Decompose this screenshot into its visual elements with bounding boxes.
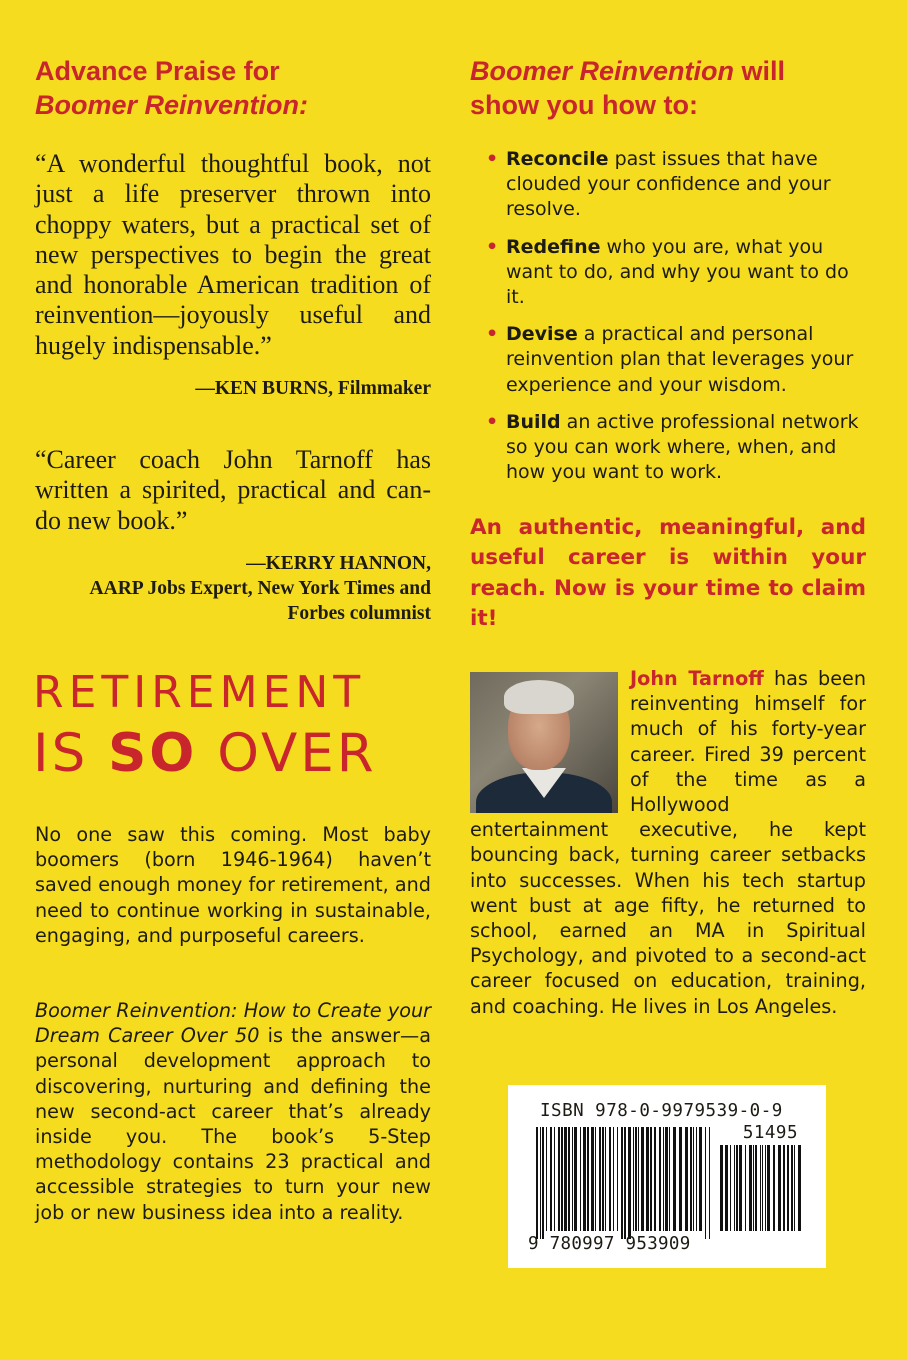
barcode-bar [635,1127,637,1231]
benefits-heading-line2: show you how to: [470,90,698,120]
quote-attribution-ken-burns: —KEN BURNS, Filmmaker [195,378,431,399]
barcode-bar [599,1127,601,1231]
barcode-bar [720,1145,723,1231]
barcode-bar [550,1127,552,1231]
slogan-line-is-so-over [33,723,433,785]
barcode-bar [663,1127,664,1231]
callout-text: An authentic, meaningful, and useful career is within your reach. Now is your time to claim it! [470,515,866,631]
barcode-bar [753,1145,754,1231]
bullet-text: an active professional network so you can work where, when, and how you want to work. [506,410,859,484]
barcode-bar [765,1145,766,1231]
barcode-bar [554,1127,555,1231]
barcode-bar [673,1127,676,1231]
barcode-bar [572,1127,573,1231]
attribution-role-cont: Forbes columnist [287,603,431,624]
bullet-text: who you are, what you want to do, and why you want to do it. [506,235,849,309]
benefits-heading-book-title: Boomer Reinvention [470,56,735,86]
barcode-bar [580,1127,581,1231]
benefits-heading-will: will [734,56,786,86]
barcode-bar [690,1127,692,1231]
bullet-icon: • [486,410,499,433]
barcode-bar [546,1127,547,1231]
slogan-line-retirement: RETIREMENT [33,667,366,718]
praise-heading [35,54,435,122]
barcode-bar [587,1127,589,1231]
bullet-keyword: Devise [506,323,578,346]
author-bio-text: has been reinventing himself for much of his forty-year career. Fired 39 percent of the time as a Hollywood entertainment executive, he kept bouncing back, turning career setbacks into successes. When his tech startup went bust at age fifty, he returned to school, earned an MA in Spiritual Psychology, and pivoted to a second-act career focused on education, training, and coaching. He lives in Los Angeles. [470,667,866,1018]
barcode-bar [574,1127,577,1231]
barcode-bar [736,1145,738,1231]
barcode-bar [583,1127,586,1231]
barcode-bar [767,1145,770,1231]
price-code: 51495 [742,1123,798,1143]
praise-quote-ken-burns: “A wonderful thoughtful book, not just a life preserver thrown into choppy waters, but a practical set of new perspectives to begin the great and honorable American tradition of reinvention—joyously useful and hugely indispensable.” [35,149,431,360]
attribution-role: AARP Jobs Expert, New York Times and [89,578,431,599]
list-item [486,235,868,311]
barcode-bar [794,1145,795,1231]
barcode-bar [685,1127,688,1231]
barcode-bar [787,1145,789,1231]
bullet-keyword: Redefine [506,235,601,258]
bullet-keyword: Reconcile [506,148,609,170]
barcode-bar [641,1127,644,1231]
benefits-heading [470,54,880,122]
barcode-bar [705,1127,706,1239]
bullet-text: past issues that have clouded your confidence and your resolve. [506,148,831,221]
barcode-bar [564,1127,567,1231]
description-book-title: Boomer Reinvention: How to Create your Dream Career Over 50 [35,999,431,1048]
praise-quote-kerry-hannon: “Career coach John Tarnoff has written a spirited, practical and can-do new book.” [35,445,431,535]
barcode-bar [628,1127,631,1239]
barcode-bar [536,1127,538,1239]
barcode-bars [536,1127,714,1239]
benefits-list [486,147,868,497]
author-photo [470,672,618,813]
bullet-icon: • [486,148,499,170]
barcode-bar [561,1127,563,1231]
author-bio [470,666,866,1019]
barcode-bar [755,1145,757,1231]
barcode-bar [646,1127,649,1231]
praise-heading-line1: Advance Praise for [35,56,280,86]
barcode-bar [542,1127,544,1239]
barcode-bar [749,1145,752,1231]
slogan-word-is: IS [33,723,89,784]
barcode-bar [568,1127,570,1231]
barcode-bar [665,1127,668,1231]
list-item [486,410,868,486]
barcode-bar [669,1127,670,1231]
barcode-bar [696,1127,697,1231]
bullet-text: a practical and personal reinvention plan that leverages your experience and your wisdom. [506,323,854,396]
barcode-bar [699,1127,702,1231]
barcode-bar [595,1127,596,1231]
barcode-bar [617,1127,618,1231]
barcode-bar [773,1145,775,1231]
barcode-bar [624,1127,626,1239]
barcode-bar [633,1127,634,1231]
bullet-keyword: Build [506,410,561,433]
list-item [486,322,868,398]
author-name: John Tarnoff [630,667,764,690]
barcode-bar [609,1127,611,1231]
description-body: is the answer—a personal development approach to discovering, nurturing and defining the new second-act career that’s already inside you. The book’s 5-Step methodology contains 23 practical and accessible strategies to turn your new job or new business idea into a reality. [35,1024,431,1224]
barcode-bar [602,1127,604,1231]
barcode-bar [762,1145,763,1231]
barcode-bar [730,1145,731,1231]
isbn-barcode [508,1085,826,1268]
barcode-bar [638,1127,639,1231]
description-paragraph-1: No one saw this coming. Most baby boomers (born 1946-1964) haven’t saved enough money for retirement, and need to continue working in sustainable, engaging, and purposeful careers. [35,823,431,947]
barcode-bar [734,1145,735,1231]
barcode-bar [783,1145,785,1231]
barcode-bar [693,1127,694,1231]
quote-attribution-kerry-hannon [35,551,431,626]
barcode-bar [558,1127,560,1231]
barcode-bar [679,1127,682,1231]
barcode-bar [605,1127,606,1231]
barcode-bar [613,1127,614,1231]
ean-digits: 9 780997 953909 [528,1234,691,1254]
slogan-word-over: OVER [217,723,377,784]
barcode-bar [725,1145,728,1231]
attribution-name: —KERRY HANNON, [246,553,431,574]
barcode-bar [621,1127,623,1239]
barcode-bar [739,1145,742,1231]
barcode-bar [798,1145,801,1231]
barcode-bar [791,1145,793,1231]
barcode-addon-bars [720,1145,802,1239]
barcode-bar [540,1127,541,1239]
barcode-bar [778,1145,781,1231]
description-paragraph-2 [35,998,431,1225]
list-item [486,147,868,223]
bullet-icon: • [486,235,499,258]
barcode-bar [745,1145,746,1231]
slogan-word-so: SO [108,723,198,784]
barcode-bar [650,1127,652,1231]
bullet-icon: • [486,323,499,346]
barcode-bar [591,1127,594,1231]
barcode-bar [709,1127,710,1239]
barcode-bar [654,1127,656,1231]
barcode-bar [659,1127,661,1231]
praise-heading-book-title: Boomer Reinvention: [35,90,309,120]
slogan-headline [33,665,433,785]
isbn-number: ISBN 978-0-9979539-0-9 [540,1101,783,1121]
barcode-bar [760,1145,761,1231]
